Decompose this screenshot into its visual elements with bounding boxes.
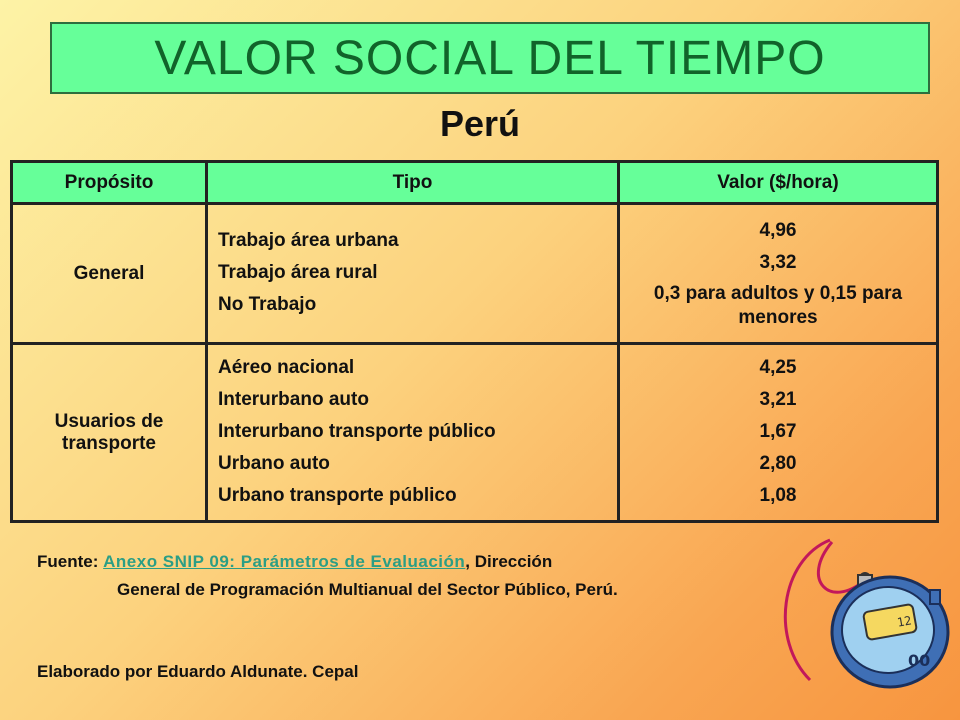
type-item: Aéreo nacional bbox=[218, 356, 355, 378]
table-row bbox=[12, 204, 938, 344]
type-item: Urbano transporte público bbox=[218, 484, 457, 506]
type-item: No Trabajo bbox=[218, 293, 317, 315]
source-note bbox=[37, 548, 777, 604]
purpose-cell: General bbox=[12, 204, 207, 344]
value-item: 1,08 bbox=[759, 484, 797, 506]
type-item: Urbano auto bbox=[218, 452, 330, 474]
value-item: 2,80 bbox=[759, 452, 797, 474]
page-subtitle: Perú bbox=[439, 103, 521, 144]
svg-text:00: 00 bbox=[908, 651, 931, 670]
column-header-type: Tipo bbox=[207, 162, 619, 204]
stopwatch-icon bbox=[770, 520, 950, 710]
value-item: 1,67 bbox=[759, 420, 797, 442]
type-item: Trabajo área rural bbox=[218, 261, 378, 283]
value-item: 4,25 bbox=[759, 356, 797, 378]
value-table bbox=[10, 160, 939, 523]
value-item: 4,96 bbox=[759, 220, 797, 241]
column-header-value: Valor ($/hora) bbox=[619, 162, 938, 204]
type-item: Interurbano auto bbox=[218, 388, 369, 410]
type-cell bbox=[207, 344, 619, 522]
type-item: Trabajo área urbana bbox=[218, 229, 399, 251]
purpose-cell: Usuarios de transporte bbox=[12, 344, 207, 522]
column-header-purpose: Propósito bbox=[12, 162, 207, 204]
value-cell bbox=[619, 344, 938, 522]
value-item: 3,32 bbox=[759, 252, 797, 273]
author-credit: Elaborado por Eduardo Aldunate. Cepal bbox=[37, 662, 359, 681]
page-title: VALOR SOCIAL DEL TIEMPO bbox=[154, 31, 826, 85]
table-header-row bbox=[12, 162, 938, 204]
type-item: Interurbano transporte público bbox=[218, 420, 496, 442]
source-link[interactable]: Anexo SNIP 09: Parámetros de Evaluación bbox=[103, 552, 466, 571]
table-row bbox=[12, 344, 938, 522]
value-item: 0,3 para adultos y 0,15 para menores bbox=[653, 283, 903, 328]
source-continuation: General de Programación Multianual del Sector Público, Perú. bbox=[117, 580, 618, 599]
source-line bbox=[37, 548, 777, 576]
source-label: Fuente: bbox=[37, 552, 99, 571]
value-item: 3,21 bbox=[759, 388, 797, 410]
svg-text:12: 12 bbox=[896, 613, 913, 630]
type-cell bbox=[207, 204, 619, 344]
value-cell bbox=[619, 204, 938, 344]
source-text: , Dirección bbox=[465, 552, 553, 571]
title-banner bbox=[50, 22, 930, 94]
